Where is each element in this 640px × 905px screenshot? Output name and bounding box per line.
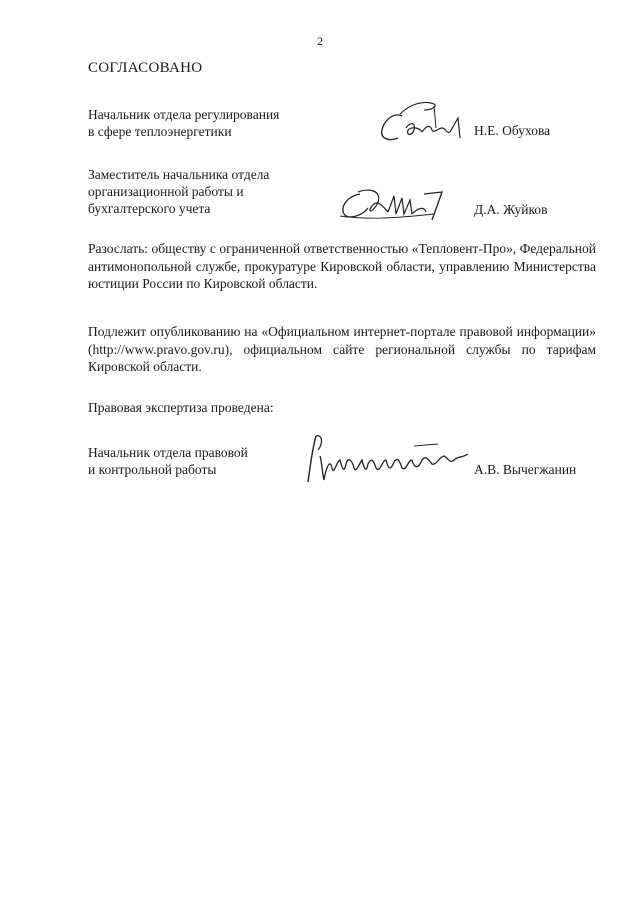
approver-title [88,106,328,140]
legal-review-text: Правовая экспертиза проведена: [88,400,274,415]
approver-title [88,166,328,217]
signature-obukhova [376,98,472,150]
legal-signer-name: А.В. Вычегжанин [474,462,577,477]
approval-block-1 [88,106,598,146]
legal-signer-title-line: и контрольной работы [88,462,217,477]
legal-signer-title [88,444,328,478]
legal-signer-title-line: Начальник отдела правовой [88,445,248,460]
publication-text: Подлежит опубликованию на «Официальном интернет-портале правовой информации» (http://www.pravo.gov.ru), официальном сайте региональной службы по тарифам Кировской области. [88,324,596,374]
approver-name: Д.А. Жуйков [474,202,548,217]
approver-title-line: Начальник отдела регулирования [88,107,280,122]
approver-name: Н.Е. Обухова [474,123,551,138]
distribution-text: Разослать: обществу с ограниченной ответственностью «Тепловент-Про», Федеральной антимонопольной службе, прокуратуре Кировской области, управлению Министерства юстиции России по Кировской области. [88,241,596,291]
signature-zhuikov [338,188,450,224]
page-number: 2 [317,34,323,48]
signature-vychegzhanin [302,432,474,488]
approver-title-line: организационной работы и [88,184,244,199]
approver-title-line: в сфере теплоэнергетики [88,124,232,139]
approver-title-line: бухгалтерского учета [88,201,211,216]
approval-block-2 [88,166,598,221]
approver-title-line: Заместитель начальника отдела [88,167,270,182]
legal-signer-block [88,444,598,484]
approval-heading: СОГЛАСОВАНО [88,60,203,76]
